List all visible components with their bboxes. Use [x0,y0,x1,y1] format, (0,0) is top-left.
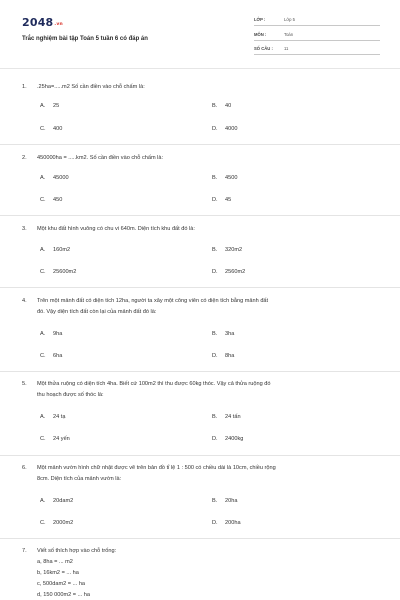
option-b[interactable]: B. 320m2 [212,247,243,253]
option-c[interactable]: C. 24 yến [40,436,70,442]
option-c[interactable]: C. 6ha [40,353,63,359]
fill-in-line: a, 8ha = ... m2 [37,559,73,565]
question-text: 450000ha = .....km2. Số cần điền vào chỗ chấm là: [37,155,164,161]
question-number: 5. [22,381,27,387]
question-separator [0,455,400,456]
option-c[interactable]: C. 450 [40,197,63,203]
option-d[interactable]: D. 45 [212,197,232,203]
question-text: Một mảnh vườn hình chữ nhật được vẽ trên bản đồ tỉ lệ 1 : 500 có chiều dài là 10cm, chiều rộng [37,465,276,471]
question-number: 2. [22,155,27,161]
question-text: thu hoạch được số thóc là: [37,391,104,398]
option-a[interactable]: A. 24 tạ [40,414,66,420]
meta-value: 11 [284,46,289,51]
meta-count-row [254,43,380,55]
question-text: Viết số thích hợp vào chỗ trống: [37,548,117,554]
page-header [0,0,400,70]
question-text: đó. Vậy diện tích đất còn lại của mảnh đất đó là: [37,308,157,315]
question-text: Một thửa ruộng có diện tích 4ha. Biết cứ 100m2 thì thu được 60kg thóc. Vậy cả thửa ruộng đó [37,381,271,387]
question-separator [0,371,400,372]
question-separator [0,215,400,216]
option-b[interactable]: B. 24 tấn [212,414,241,420]
meta-label: SỐ CÂU : [254,46,273,51]
question-number: 6. [22,465,27,471]
option-b[interactable]: B. 20ha [212,498,238,504]
header-divider [0,68,400,69]
meta-value: Lớp 5 [284,17,295,22]
option-b[interactable]: B. 40 [212,103,232,109]
question-text: Trên một mảnh đất có diện tích 12ha, người ta xây một công viên có diện tích bằng mảnh đất [37,298,269,304]
option-d[interactable]: D. 2560m2 [212,269,246,275]
logo-suffix: .vn [54,22,63,27]
option-a[interactable]: A. 160m2 [40,247,71,253]
option-a[interactable]: A. 9ha [40,331,63,337]
site-logo[interactable]: 2048.vn [22,16,63,29]
document-title: Trắc nghiệm bài tập Toán 5 tuần 6 có đáp án [22,36,148,42]
question-separator [0,287,400,288]
question-number: 7. [22,548,27,554]
question-text: Một khu đất hình vuông có chu vi 640m. Diện tích khu đất đó là: [37,226,195,232]
option-d[interactable]: D. 200ha [212,520,241,526]
option-d[interactable]: D. 2400kg [212,436,244,442]
option-c[interactable]: C. 2000m2 [40,520,74,526]
question-number: 4. [22,298,27,304]
option-a[interactable]: A. 25 [40,103,60,109]
option-c[interactable]: C. 400 [40,126,63,132]
question-text: .25ha=.....m2 Số cần điền vào chỗ chấm là: [37,84,145,90]
option-a[interactable]: A. 45000 [40,175,69,181]
question-separator [0,538,400,539]
option-b[interactable]: B. 3ha [212,331,235,337]
option-c[interactable]: C. 25600m2 [40,269,77,275]
meta-label: LỚP : [254,17,266,22]
meta-subject-row [254,29,380,41]
fill-in-line: d, 150 000m2 = ... ha [37,592,91,598]
option-d[interactable]: D. 8ha [212,353,235,359]
meta-label: MÔN : [254,32,267,37]
meta-class-row [254,14,380,26]
fill-in-line: c, 500dam2 = ... ha [37,581,86,587]
meta-value: Toán [284,32,294,37]
question-number: 3. [22,226,27,232]
question-separator [0,144,400,145]
option-d[interactable]: D. 4000 [212,126,238,132]
option-a[interactable]: A. 20dam2 [40,498,74,504]
question-text: 8cm. Diện tích của mảnh vườn là: [37,475,122,482]
option-b[interactable]: B. 4500 [212,175,238,181]
question-number: 1. [22,84,27,90]
fill-in-line: b, 16km2 = ... ha [37,570,79,576]
